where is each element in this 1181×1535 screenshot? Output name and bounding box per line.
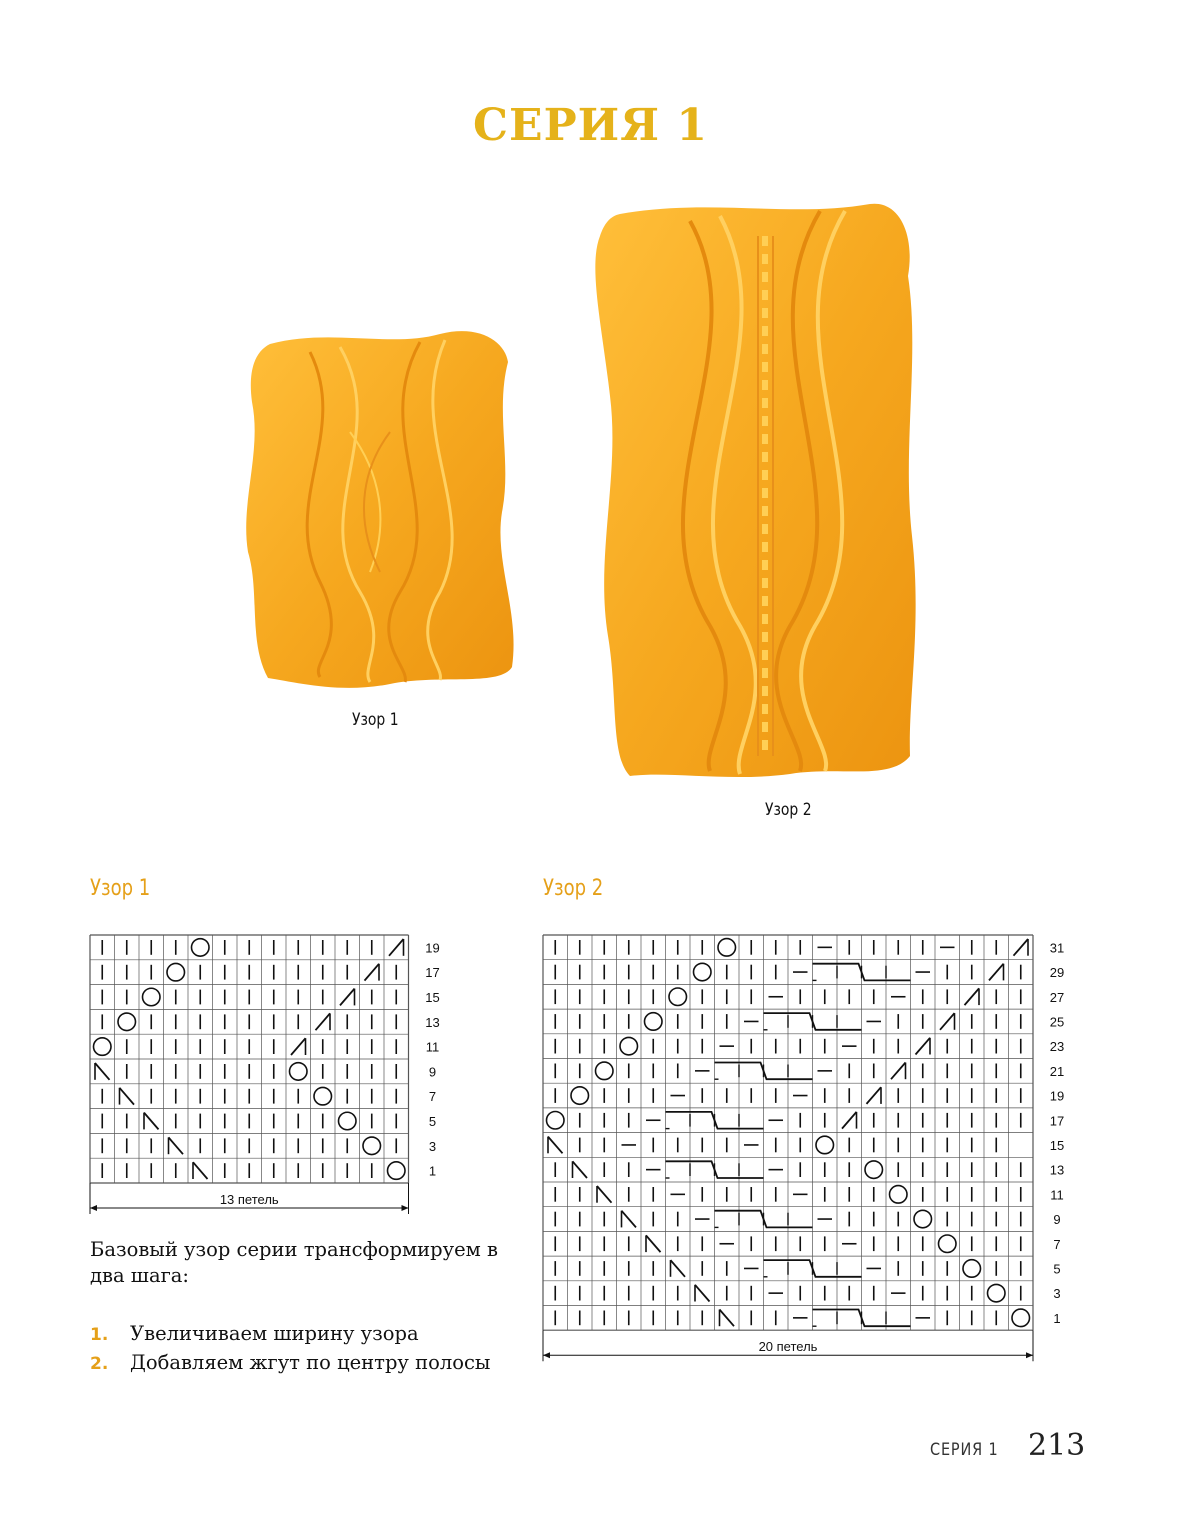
knitted-swatch-photo-2	[590, 196, 935, 786]
cable-symbol	[764, 1260, 862, 1277]
knitting-chart-2	[538, 930, 1078, 1369]
knit-two-together-left-symbol	[573, 1161, 588, 1178]
yarn-over-symbol	[939, 1235, 957, 1253]
knit-two-together-right-symbol	[891, 1063, 906, 1080]
cable-symbol	[813, 964, 911, 981]
knit-two-together-right-symbol	[365, 964, 380, 981]
yarn-over-symbol	[192, 939, 210, 957]
steps-list	[90, 1320, 490, 1378]
intro-text: Базовый узор серии трансформируем в два шага:	[90, 1238, 498, 1287]
knit-two-together-right-symbol	[916, 1038, 931, 1055]
row-number-label: 13	[1049, 1162, 1065, 1178]
yarn-over-symbol	[1012, 1309, 1030, 1327]
row-number-label: 15	[1049, 1137, 1065, 1153]
row-number-label: 1	[1053, 1310, 1061, 1326]
yarn-over-symbol	[118, 1013, 136, 1031]
row-number-label: 19	[425, 940, 440, 956]
yarn-over-symbol	[669, 988, 687, 1006]
row-number-label: 7	[1053, 1236, 1061, 1252]
knit-two-together-right-symbol	[989, 964, 1004, 981]
knit-two-together-left-symbol	[671, 1260, 686, 1277]
step-text: Добавляем жгут по центру полосы	[130, 1351, 491, 1374]
yarn-over-symbol	[914, 1210, 932, 1228]
cable-symbol	[813, 1310, 911, 1327]
row-number-label: 1	[428, 1163, 437, 1179]
cable-symbol	[715, 1211, 813, 1228]
yarn-over-symbol	[290, 1063, 308, 1081]
yarn-over-symbol	[694, 963, 712, 981]
yarn-over-symbol	[363, 1137, 381, 1155]
knit-two-together-left-symbol	[120, 1088, 135, 1105]
knit-two-together-right-symbol	[291, 1038, 306, 1055]
yarn-over-symbol	[718, 939, 736, 957]
row-number-label: 5	[1053, 1261, 1061, 1277]
knit-two-together-right-symbol	[940, 1013, 955, 1030]
knit-two-together-left-symbol	[720, 1310, 735, 1327]
pattern-2-photo-caption: Узор 2	[765, 800, 812, 820]
row-number-label: 23	[1049, 1039, 1065, 1055]
yarn-over-symbol	[339, 1112, 357, 1130]
row-number-label: 17	[425, 965, 440, 981]
list-item	[90, 1320, 490, 1349]
yarn-over-symbol	[388, 1162, 406, 1180]
yarn-over-symbol	[620, 1037, 638, 1055]
knitted-swatch-photo-1	[240, 322, 525, 697]
cable-symbol	[764, 1013, 862, 1030]
row-number-label: 15	[425, 990, 440, 1005]
step-number: 2.	[90, 1354, 109, 1374]
stitch-count-label: 20 петель	[758, 1339, 818, 1355]
yarn-over-symbol	[890, 1186, 908, 1204]
yarn-over-symbol	[963, 1260, 981, 1278]
list-item	[90, 1349, 490, 1378]
page-title: СЕРИЯ 1	[473, 100, 708, 151]
cable-symbol	[715, 1063, 813, 1080]
knit-two-together-left-symbol	[95, 1063, 110, 1080]
row-number-label: 27	[1049, 989, 1065, 1005]
yarn-over-symbol	[988, 1284, 1006, 1302]
yarn-over-symbol	[865, 1161, 883, 1179]
knit-two-together-left-symbol	[144, 1113, 159, 1130]
chart-1-heading: Узор 1	[90, 876, 151, 901]
knit-two-together-left-symbol	[695, 1285, 710, 1302]
yarn-over-symbol	[547, 1112, 565, 1130]
knit-two-together-right-symbol	[965, 988, 980, 1005]
row-number-label: 5	[428, 1114, 437, 1129]
yarn-over-symbol	[167, 963, 185, 981]
knit-two-together-left-symbol	[646, 1235, 661, 1252]
footer-series-label: СЕРИЯ 1	[930, 1440, 999, 1460]
yarn-over-symbol	[143, 988, 161, 1006]
step-text: Увеличиваем ширину узора	[130, 1322, 419, 1345]
page-number: 213	[1028, 1428, 1086, 1463]
knit-two-together-right-symbol	[1014, 939, 1029, 956]
knit-two-together-left-symbol	[193, 1162, 208, 1179]
row-number-label: 29	[1049, 965, 1065, 981]
knit-two-together-right-symbol	[389, 939, 404, 956]
row-number-label: 3	[428, 1138, 437, 1154]
cable-symbol	[666, 1161, 764, 1178]
yarn-over-symbol	[645, 1013, 663, 1030]
row-number-label: 17	[1049, 1113, 1065, 1129]
knit-two-together-left-symbol	[169, 1137, 184, 1154]
yarn-over-symbol	[596, 1062, 614, 1080]
cable-symbol	[666, 1112, 764, 1129]
row-number-label: 9	[1053, 1212, 1061, 1228]
row-number-label: 9	[428, 1064, 437, 1080]
row-number-label: 21	[1049, 1063, 1065, 1079]
stitch-count-label: 13 петель	[219, 1192, 279, 1207]
knit-two-together-right-symbol	[842, 1112, 857, 1129]
row-number-label: 11	[425, 1039, 440, 1055]
pattern-1-photo-caption: Узор 1	[352, 710, 399, 730]
row-number-label: 25	[1049, 1014, 1065, 1030]
knit-two-together-right-symbol	[340, 989, 355, 1006]
row-number-label: 19	[1049, 1088, 1065, 1104]
knit-two-together-left-symbol	[597, 1186, 612, 1203]
row-number-label: 31	[1049, 940, 1065, 956]
step-number: 1.	[90, 1325, 109, 1345]
row-number-label: 11	[1050, 1187, 1064, 1203]
row-number-label: 7	[428, 1089, 437, 1105]
yarn-over-symbol	[571, 1087, 589, 1105]
row-number-label: 13	[425, 1014, 440, 1030]
row-number-label: 3	[1053, 1286, 1061, 1302]
chart-2-heading: Узор 2	[543, 876, 604, 901]
knit-two-together-left-symbol	[622, 1211, 637, 1228]
yarn-over-symbol	[314, 1087, 332, 1105]
yarn-over-symbol	[816, 1136, 834, 1154]
knit-two-together-right-symbol	[316, 1013, 331, 1030]
knit-two-together-right-symbol	[867, 1087, 882, 1104]
knitting-chart-1	[85, 930, 455, 1219]
knit-two-together-left-symbol	[548, 1137, 563, 1154]
yarn-over-symbol	[94, 1038, 112, 1056]
